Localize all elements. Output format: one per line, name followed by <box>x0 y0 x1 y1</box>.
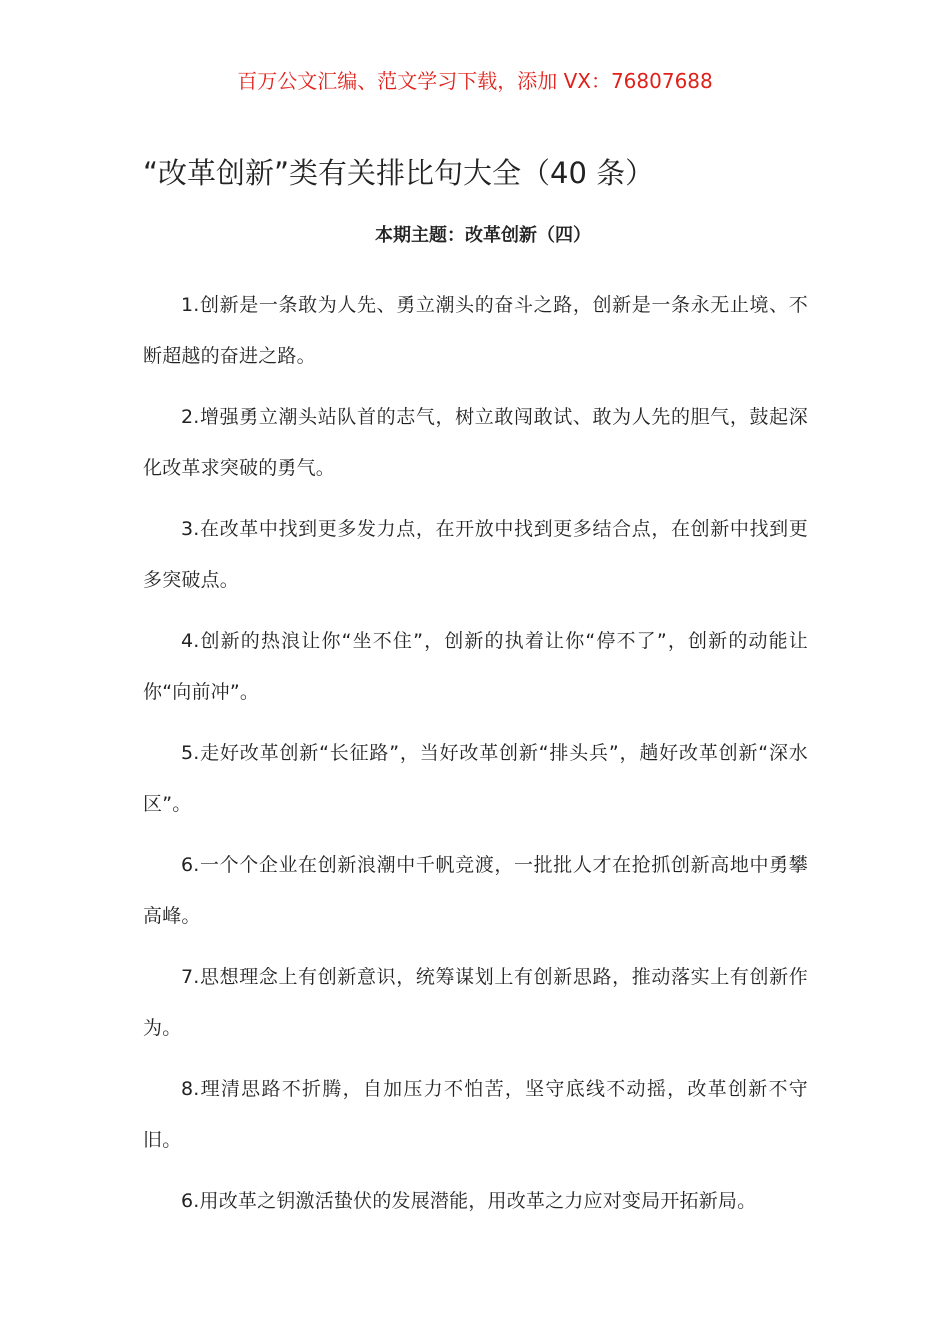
document-title: “改革创新”类有关排比句大全（40 条） <box>143 156 655 190</box>
list-item: 6.一个个企业在创新浪潮中千帆竞渡，一批批人才在抢抓创新高地中勇攀高峰。 <box>143 854 808 927</box>
list-item: 7.思想理念上有创新意识，统筹谋划上有创新思路，推动落实上有创新作为。 <box>143 966 808 1039</box>
sentence-list <box>143 280 808 1237</box>
list-item: 5.走好改革创新“长征路”，当好改革创新“排头兵”，趟好改革创新“深水区”。 <box>143 742 808 815</box>
list-item: 1.创新是一条敢为人先、勇立潮头的奋斗之路，创新是一条永无止境、不断超越的奋进之路。 <box>143 294 808 367</box>
document-subtitle: 本期主题：改革创新（四） <box>375 225 591 246</box>
watermark-banner: 百万公文汇编、范文学习下载，添加 VX：76807688 <box>237 69 713 93</box>
list-item: 8.理清思路不折腾，自加压力不怕苦，坚守底线不动摇，改革创新不守旧。 <box>143 1078 808 1151</box>
list-item: 4.创新的热浪让你“坐不住”，创新的执着让你“停不了”，创新的动能让你“向前冲”。 <box>143 630 808 703</box>
list-item: 3.在改革中找到更多发力点，在开放中找到更多结合点，在创新中找到更多突破点。 <box>143 518 808 591</box>
list-item: 6.用改革之钥激活蛰伏的发展潜能，用改革之力应对变局开拓新局。 <box>181 1190 757 1212</box>
list-item: 2.增强勇立潮头站队首的志气，树立敢闯敢试、敢为人先的胆气，鼓起深化改革求突破的勇气。 <box>143 406 808 479</box>
